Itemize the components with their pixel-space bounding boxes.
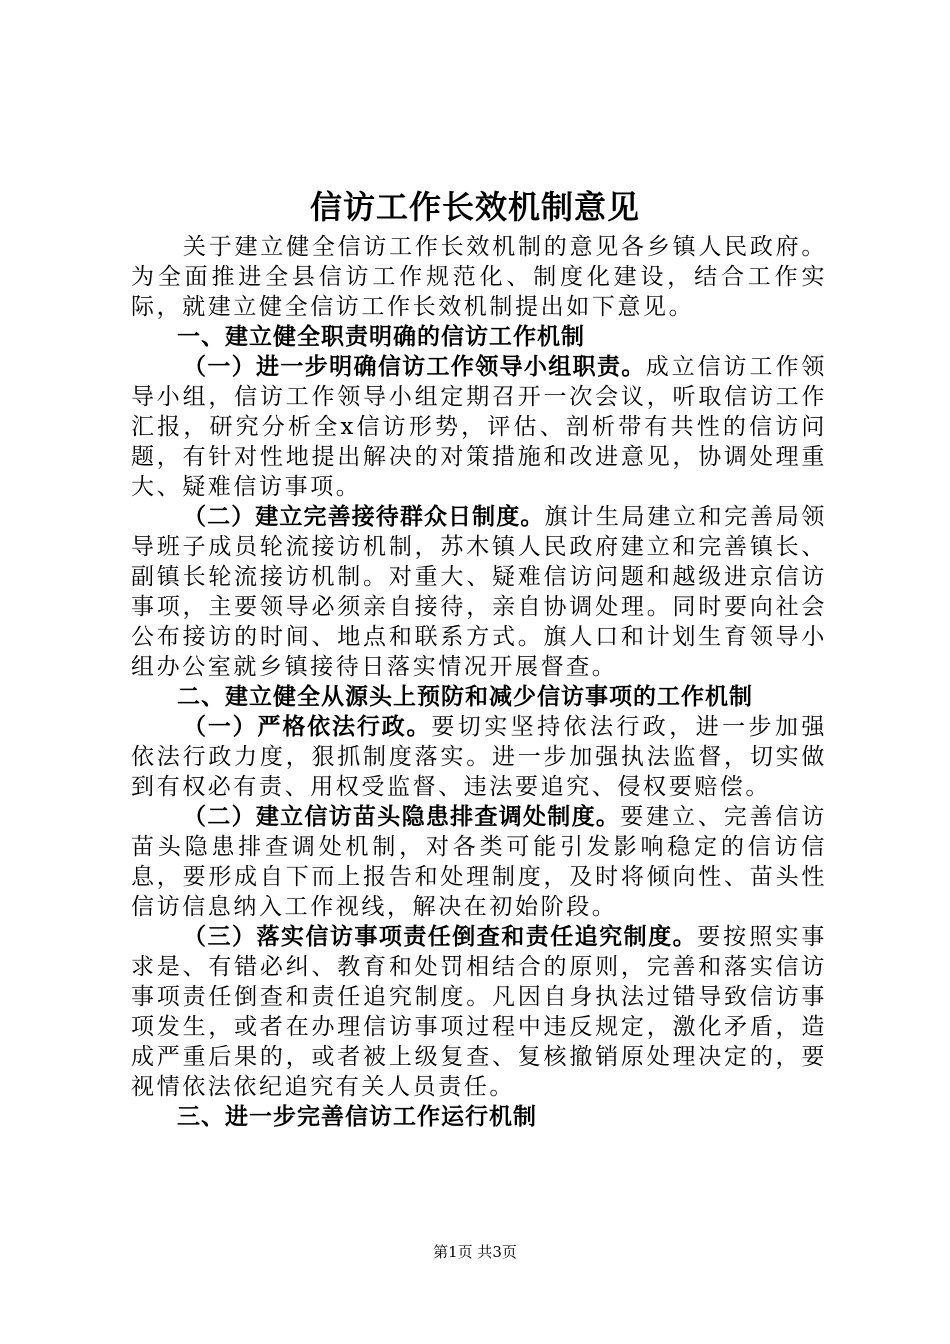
section-2-item-1-body: 要切实坚持依法行政，进一步加强依法行政力度，狠抓制度落实。进一步加强执法监督，切实做到有权必有责、用权受监督、违法要追究、侵权要赔偿。 (131, 714, 828, 800)
section-2-item-2-heading: （二）建立信访苗头隐患排查调处制度。 (183, 803, 621, 830)
section-1-item-2 (131, 502, 827, 682)
section-2-item-1 (131, 712, 827, 802)
section-2-item-3-body: 要按照实事求是、有错必纠、教育和处罚相结合的原则，完善和落实信访事项责任倒查和责任追究制度。凡因自身执法过错导致信访事项发生，或者在办理信访事项过程中违反规定，激化矛盾，造成严重后果的，或者被上级复查、复核撤销原处理决定的，要视情依法依纪追究有关人员责任。 (131, 924, 828, 1100)
section-3-heading: 三、进一步完善信访工作运行机制 (177, 1103, 537, 1130)
section-1-item-2-heading: （二）建立完善接待群众日制度。 (183, 503, 545, 530)
section-2-item-3 (131, 922, 827, 1102)
section-1-heading: 一、建立健全职责明确的信访工作机制 (177, 323, 585, 350)
section-2-item-2-body: 要建立、完善信访苗头隐患排查调处机制，对各类可能引发影响稳定的信访信息，要形成自下而上报告和处理制度，及时将倾向性、苗头性信访信息纳入工作视线，解决在初始阶段。 (131, 804, 828, 920)
section-2-heading: 二、建立健全从源头上预防和减少信访事项的工作机制 (177, 683, 753, 710)
document-body (131, 232, 827, 1132)
page-number-footer: 第1页 共3页 (433, 1243, 517, 1261)
section-1-item-1-body: 成立信访工作领导小组，信访工作领导小组定期召开一次会议，听取信访工作汇报，研究分析全x信访形势，评估、剖析带有共性的信访问题，有针对性地提出解决的对策措施和改进意见，协调处理重大、疑难信访事项。 (131, 354, 827, 500)
section-1-item-2-body: 旗计生局建立和完善局领导班子成员轮流接访机制，苏木镇人民政府建立和完善镇长、副镇长轮流接访机制。对重大、疑难信访问题和越级进京信访事项，主要领导必须亲自接待，亲自协调处理。同时要向社会公布接访的时间、地点和联系方式。旗人口和计划生育领导小组办公室就乡镇接待日落实情况开展督查。 (131, 504, 827, 680)
document-title: 信访工作长效机制意见 (309, 188, 640, 226)
section-2-item-3-heading: （三）落实信访事项责任倒查和责任追究制度。 (183, 923, 698, 950)
section-1-item-1-heading: （一）进一步明确信访工作领导小组职责。 (183, 353, 646, 380)
section-2-item-1-heading: （一）严格依法行政。 (183, 713, 432, 740)
section-1-item-1 (131, 352, 827, 502)
intro-paragraph: 关于建立健全信访工作长效机制的意见各乡镇人民政府。为全面推进全县信访工作规范化、制度化建设，结合工作实际，就建立健全信访工作长效机制提出如下意见。 (131, 234, 827, 320)
section-2-item-2 (131, 802, 827, 922)
